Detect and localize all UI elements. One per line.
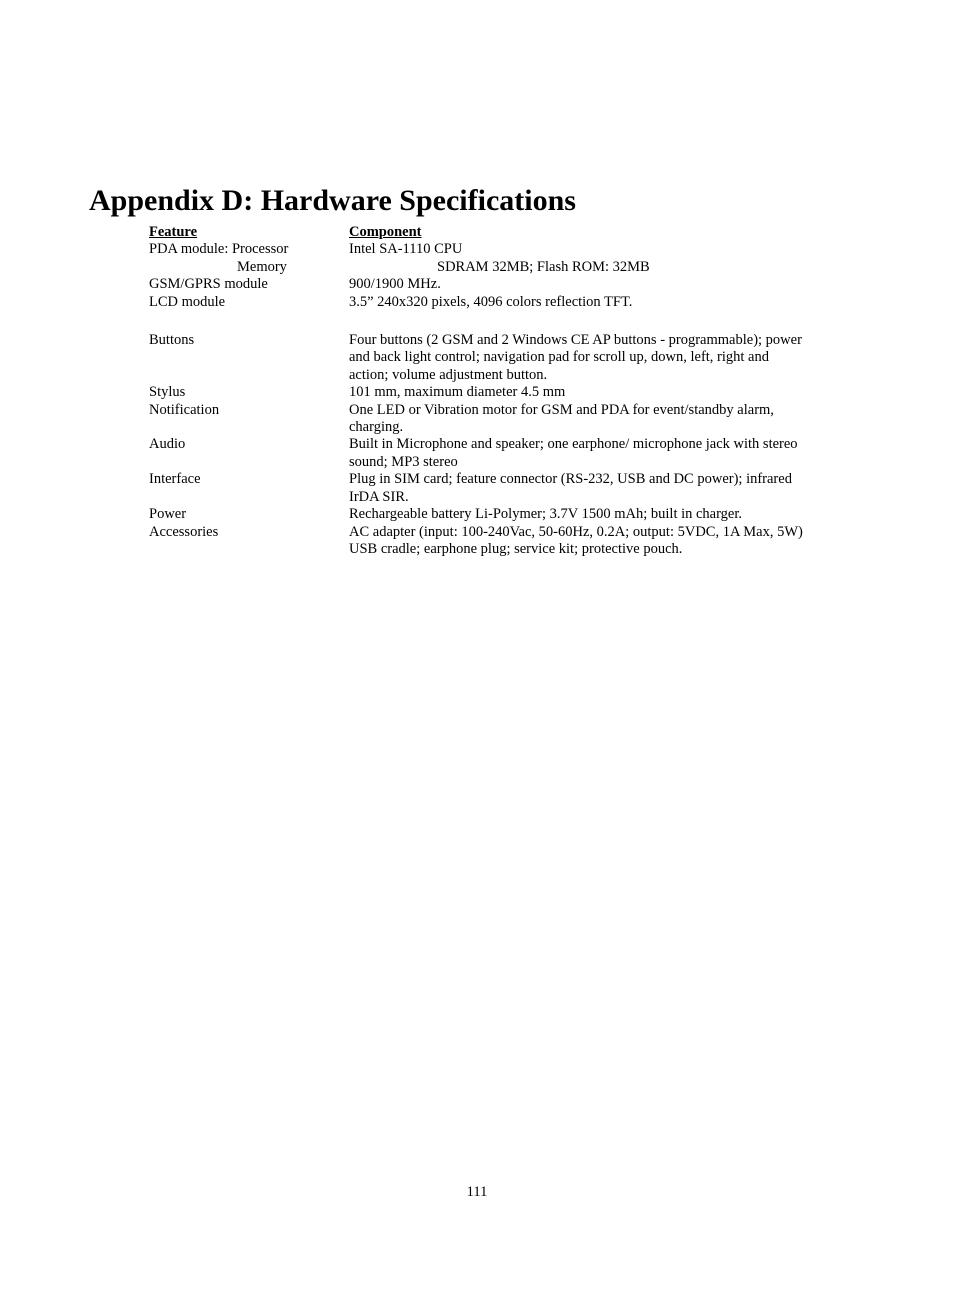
component-cell: Intel SA-1110 CPU xyxy=(349,241,463,258)
component-cell: One LED or Vibration motor for GSM and PDA for event/standby alarm, charging. xyxy=(349,401,774,436)
table-row xyxy=(149,241,819,258)
feature-cell: Power xyxy=(149,506,187,523)
table-row xyxy=(149,294,819,311)
component-cell: 900/1900 MHz. xyxy=(349,276,441,293)
component-cell: Plug in SIM card; feature connector (RS-232, USB and DC power); infrared IrDA SIR. xyxy=(349,471,792,505)
page-title: Appendix D: Hardware Specifications xyxy=(89,184,576,217)
table-row xyxy=(149,506,819,523)
hardware-spec-table xyxy=(149,224,819,558)
component-cell: Four buttons (2 GSM and 2 Windows CE AP buttons - programmable); power and back light control; navigation pad for scroll up, down, left, right and action; volume adjustment button. xyxy=(349,332,802,383)
feature-cell: Stylus xyxy=(149,384,186,401)
table-row xyxy=(149,276,819,293)
component-column-header: Component xyxy=(349,224,422,240)
feature-cell: Accessories xyxy=(149,523,219,540)
feature-cell: Notification xyxy=(149,401,220,418)
component-cell xyxy=(349,524,809,559)
feature-cell: Interface xyxy=(149,471,201,488)
feature-cell: PDA module: Processor xyxy=(149,241,289,258)
table-row xyxy=(149,471,819,506)
table-row xyxy=(149,384,819,401)
table-row xyxy=(149,524,819,559)
component-cell: Built in Microphone and speaker; one earphone/ microphone jack with stereo sound; MP3 stereo xyxy=(349,436,798,470)
table-row xyxy=(149,332,819,384)
feature-cell: Buttons xyxy=(149,332,195,349)
component-line: USB cradle; earphone plug; service kit; protective pouch. xyxy=(349,540,683,557)
table-row xyxy=(149,402,819,437)
feature-column-header: Feature xyxy=(149,224,198,240)
component-cell: Rechargeable battery Li-Polymer; 3.7V 1500 mAh; built in charger. xyxy=(349,506,743,523)
feature-cell: Memory xyxy=(237,258,287,275)
table-row xyxy=(149,259,819,276)
table-row xyxy=(149,436,819,471)
component-line: AC adapter (input: 100-240Vac, 50-60Hz, 0.2A; output: 5VDC, 1A Max, 5W) xyxy=(349,523,803,540)
component-cell: 101 mm, maximum diameter 4.5 mm xyxy=(349,384,566,401)
feature-cell: Audio xyxy=(149,436,186,453)
feature-cell: GSM/GPRS module xyxy=(149,276,268,293)
table-header-row xyxy=(149,224,819,241)
component-cell: SDRAM 32MB; Flash ROM: 32MB xyxy=(437,258,650,275)
component-cell: 3.5” 240x320 pixels, 4096 colors reflection TFT. xyxy=(349,293,633,310)
feature-cell: LCD module xyxy=(149,293,226,310)
page-number: 111 xyxy=(466,1184,488,1200)
